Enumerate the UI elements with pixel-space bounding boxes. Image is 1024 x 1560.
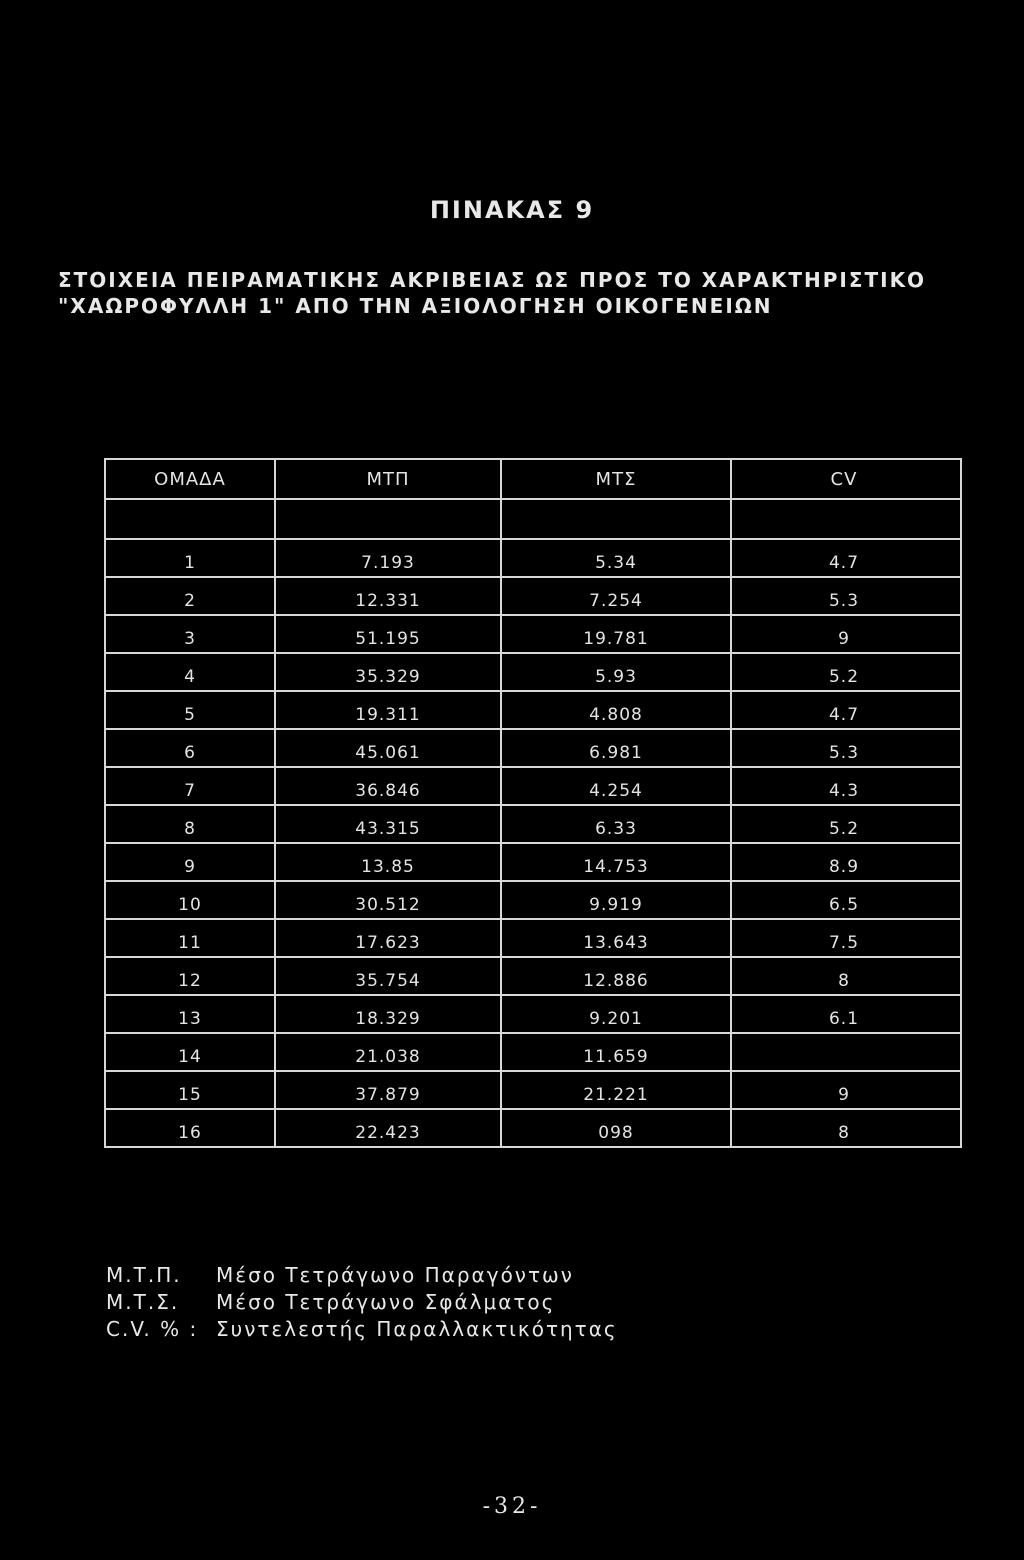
cell-mtp: 43.315 — [276, 806, 502, 842]
legend — [106, 1262, 618, 1343]
cell-mtp: 35.754 — [276, 958, 502, 994]
cell-mts: 098 — [502, 1110, 732, 1146]
table-header-row — [106, 460, 960, 500]
page-number: -32- — [482, 1494, 542, 1519]
cell-mtp: 18.329 — [276, 996, 502, 1032]
cell-cv: 8.9 — [828, 857, 860, 877]
cell-mtp: 45.061 — [276, 730, 502, 766]
table-row — [106, 540, 960, 578]
cell-cv: 4.3 — [828, 781, 860, 801]
cell-mts: 19.781 — [502, 616, 732, 652]
spacer-cell — [502, 500, 732, 538]
cell-group: 15 — [106, 1072, 276, 1108]
table-row — [106, 958, 960, 996]
cell-mts: 12.886 — [502, 958, 732, 994]
legend-item — [106, 1316, 618, 1343]
legend-key: C.V. % : — [106, 1317, 199, 1341]
cell-group: 11 — [106, 920, 276, 956]
cell-mts: 9.919 — [502, 882, 732, 918]
table-row — [106, 844, 960, 882]
table-row — [106, 996, 960, 1034]
cell-group: 12 — [106, 958, 276, 994]
table-row — [106, 882, 960, 920]
legend-key: Μ.Τ.Π. — [106, 1263, 182, 1287]
legend-item — [106, 1262, 618, 1289]
cell-cv: 7.5 — [828, 933, 860, 953]
cell-mts: 4.808 — [502, 692, 732, 728]
legend-item — [106, 1289, 618, 1316]
cell-cv: 4.7 — [828, 705, 860, 725]
cell-cv: 5.3 — [828, 743, 860, 763]
table-row — [106, 1072, 960, 1110]
cell-group: 10 — [106, 882, 276, 918]
cell-mtp: 35.329 — [276, 654, 502, 690]
spacer-cell — [732, 500, 956, 538]
cell-cv: 5.2 — [828, 667, 860, 687]
cell-mtp: 7.193 — [276, 540, 502, 576]
cell-cv: 5.3 — [828, 591, 860, 611]
cell-mtp: 51.195 — [276, 616, 502, 652]
page-title: ΠΙΝΑΚΑΣ 9 — [429, 196, 595, 224]
cell-mts: 5.34 — [502, 540, 732, 576]
cell-mts: 14.753 — [502, 844, 732, 880]
cell-mtp: 36.846 — [276, 768, 502, 804]
cell-cv: 6.1 — [828, 1009, 860, 1029]
cell-group: 16 — [106, 1110, 276, 1146]
table-row — [106, 920, 960, 958]
cell-mts: 6.33 — [502, 806, 732, 842]
cell-group: 13 — [106, 996, 276, 1032]
legend-value: Μέσο Τετράγωνο Σφάλματος — [216, 1290, 556, 1314]
cell-mtp: 19.311 — [276, 692, 502, 728]
cell-cv: 8 — [838, 1123, 850, 1143]
legend-value: Συντελεστής Παραλλακτικότητας — [216, 1317, 618, 1341]
cell-cv: 6.5 — [828, 895, 860, 915]
header-cv: CV — [830, 468, 858, 490]
cell-cv: 9 — [838, 629, 850, 649]
cell-cv — [732, 1034, 956, 1070]
cell-group: 14 — [106, 1034, 276, 1070]
table-spacer-row — [106, 500, 960, 540]
cell-mts: 13.643 — [502, 920, 732, 956]
table-row — [106, 692, 960, 730]
table-row — [106, 578, 960, 616]
cell-group: 8 — [106, 806, 276, 842]
cell-group: 7 — [106, 768, 276, 804]
header-group: ΟΜΑΔΑ — [106, 460, 276, 498]
cell-mts: 21.221 — [502, 1072, 732, 1108]
spacer-cell — [106, 500, 276, 538]
cell-mtp: 22.423 — [276, 1110, 502, 1146]
cell-cv: 9 — [838, 1085, 850, 1105]
table-row — [106, 768, 960, 806]
cell-group: 9 — [106, 844, 276, 880]
table-row — [106, 806, 960, 844]
cell-mts: 6.981 — [502, 730, 732, 766]
cell-cv: 8 — [838, 971, 850, 991]
cell-mts: 4.254 — [502, 768, 732, 804]
cell-group: 6 — [106, 730, 276, 766]
cell-mts: 5.93 — [502, 654, 732, 690]
cell-mtp: 21.038 — [276, 1034, 502, 1070]
cell-mtp: 17.623 — [276, 920, 502, 956]
cell-group: 4 — [106, 654, 276, 690]
subtitle-line-1: ΣΤΟΙΧΕΙΑ ΠΕΙΡΑΜΑΤΙΚΗΣ ΑΚΡΙΒΕΙΑΣ ΩΣ ΠΡΟΣ ΤΟ ΧΑΡΑΚΤΗΡΙΣΤΙΚΟ — [58, 268, 927, 292]
table-body — [106, 540, 960, 1148]
cell-group: 1 — [106, 540, 276, 576]
cell-group: 2 — [106, 578, 276, 614]
table-row — [106, 1110, 960, 1148]
cell-mtp: 30.512 — [276, 882, 502, 918]
legend-value: Μέσο Τετράγωνο Παραγόντων — [216, 1263, 574, 1287]
cell-group: 5 — [106, 692, 276, 728]
cell-mts: 11.659 — [502, 1034, 732, 1070]
legend-key: Μ.Τ.Σ. — [106, 1290, 180, 1314]
table-row — [106, 616, 960, 654]
cell-mts: 7.254 — [502, 578, 732, 614]
table-row — [106, 730, 960, 768]
cell-mtp: 13.85 — [276, 844, 502, 880]
subtitle-line-2: "ΧΑΩΡΟΦΥΛΛΗ 1" ΑΠΟ ΤΗΝ ΑΞΙΟΛΟΓΗΣΗ ΟΙΚΟΓΕΝΕΙΩΝ — [58, 294, 773, 318]
cell-mtp: 12.331 — [276, 578, 502, 614]
data-table — [104, 458, 962, 1148]
table-row — [106, 1034, 960, 1072]
cell-cv: 4.7 — [828, 553, 860, 573]
header-mtp: ΜΤΠ — [276, 460, 502, 498]
spacer-cell — [276, 500, 502, 538]
table-row — [106, 654, 960, 692]
cell-mtp: 37.879 — [276, 1072, 502, 1108]
cell-group: 3 — [106, 616, 276, 652]
cell-mts: 9.201 — [502, 996, 732, 1032]
header-mts: ΜΤΣ — [502, 460, 732, 498]
cell-cv: 5.2 — [828, 819, 860, 839]
